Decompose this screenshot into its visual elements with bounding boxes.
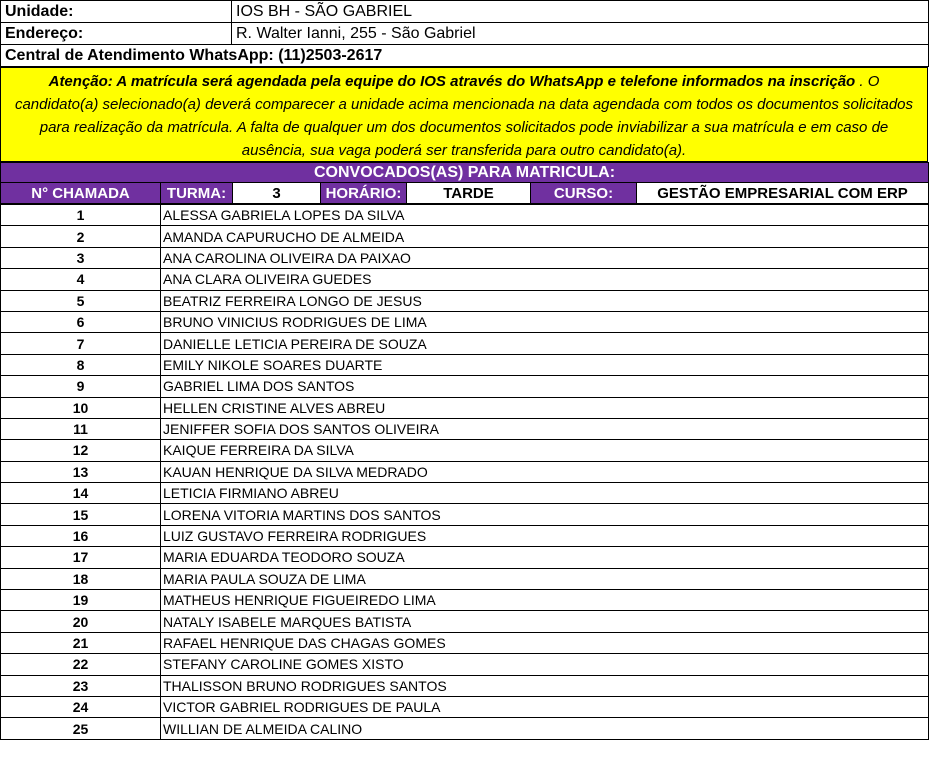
horario-label[interactable]: HORÁRIO: bbox=[321, 183, 407, 204]
table-row bbox=[1, 525, 929, 546]
call-number-cell[interactable]: 8 bbox=[1, 354, 161, 375]
student-name-cell[interactable]: WILLIAN DE ALMEIDA CALINO bbox=[161, 718, 929, 739]
table-row bbox=[1, 205, 929, 226]
table-row bbox=[1, 568, 929, 589]
num-column-header[interactable]: N° CHAMADA bbox=[1, 183, 161, 204]
call-number-cell[interactable]: 7 bbox=[1, 333, 161, 354]
horario-value[interactable]: TARDE bbox=[407, 183, 531, 204]
call-number-cell[interactable]: 16 bbox=[1, 525, 161, 546]
call-number-cell[interactable]: 2 bbox=[1, 226, 161, 247]
call-number-cell[interactable]: 3 bbox=[1, 247, 161, 268]
call-header-table bbox=[0, 162, 929, 204]
call-number-cell[interactable]: 17 bbox=[1, 547, 161, 568]
student-name-cell[interactable]: THALISSON BRUNO RODRIGUES SANTOS bbox=[161, 675, 929, 696]
student-name-cell[interactable]: MATHEUS HENRIQUE FIGUEIREDO LIMA bbox=[161, 590, 929, 611]
enrollment-notice[interactable] bbox=[0, 67, 928, 162]
address-value[interactable]: R. Walter Ianni, 255 - São Gabriel bbox=[232, 23, 929, 45]
table-row bbox=[1, 696, 929, 717]
call-number-cell[interactable]: 23 bbox=[1, 675, 161, 696]
call-number-cell[interactable]: 19 bbox=[1, 590, 161, 611]
call-number-cell[interactable]: 10 bbox=[1, 397, 161, 418]
student-name-cell[interactable]: HELLEN CRISTINE ALVES ABREU bbox=[161, 397, 929, 418]
table-row bbox=[1, 247, 929, 268]
student-name-cell[interactable]: RAFAEL HENRIQUE DAS CHAGAS GOMES bbox=[161, 632, 929, 653]
address-row bbox=[1, 23, 929, 45]
address-label[interactable]: Endereço: bbox=[1, 23, 232, 45]
curso-value[interactable]: GESTÃO EMPRESARIAL COM ERP bbox=[637, 183, 929, 204]
students-table bbox=[0, 204, 929, 740]
call-number-cell[interactable]: 25 bbox=[1, 718, 161, 739]
call-number-cell[interactable]: 5 bbox=[1, 290, 161, 311]
student-name-cell[interactable]: ALESSA GABRIELA LOPES DA SILVA bbox=[161, 205, 929, 226]
table-row bbox=[1, 226, 929, 247]
student-rows bbox=[1, 205, 929, 740]
table-row bbox=[1, 504, 929, 525]
table-row bbox=[1, 611, 929, 632]
student-name-cell[interactable]: BEATRIZ FERREIRA LONGO DE JESUS bbox=[161, 290, 929, 311]
curso-label[interactable]: CURSO: bbox=[531, 183, 637, 204]
student-name-cell[interactable]: ANA CLARA OLIVEIRA GUEDES bbox=[161, 269, 929, 290]
student-name-cell[interactable]: LETICIA FIRMIANO ABREU bbox=[161, 483, 929, 504]
call-number-cell[interactable]: 22 bbox=[1, 654, 161, 675]
student-name-cell[interactable]: MARIA PAULA SOUZA DE LIMA bbox=[161, 568, 929, 589]
turma-value[interactable]: 3 bbox=[233, 183, 321, 204]
call-number-cell[interactable]: 15 bbox=[1, 504, 161, 525]
notice-text: . O candidato(a) selecionado(a) deverá comparecer a unidade acima mencionada na data agendada com todos os documentos solicitados para realização da matrícula. A falta de qualquer um dos documentos solicitados pode inviabilizar a sua matrícula e em caso de ausência, sua vaga poderá ser transferida para outro candidato(a). bbox=[14, 73, 914, 159]
table-row bbox=[1, 311, 929, 332]
student-name-cell[interactable]: VICTOR GABRIEL RODRIGUES DE PAULA bbox=[161, 696, 929, 717]
table-row bbox=[1, 333, 929, 354]
student-name-cell[interactable]: LUIZ GUSTAVO FERREIRA RODRIGUES bbox=[161, 525, 929, 546]
call-number-cell[interactable]: 6 bbox=[1, 311, 161, 332]
turma-label[interactable]: TURMA: bbox=[161, 183, 233, 204]
table-row bbox=[1, 718, 929, 739]
call-number-cell[interactable]: 13 bbox=[1, 461, 161, 482]
student-name-cell[interactable]: EMILY NIKOLE SOARES DUARTE bbox=[161, 354, 929, 375]
call-number-cell[interactable]: 20 bbox=[1, 611, 161, 632]
call-number-cell[interactable]: 9 bbox=[1, 376, 161, 397]
student-name-cell[interactable]: JENIFFER SOFIA DOS SANTOS OLIVEIRA bbox=[161, 418, 929, 439]
whatsapp-contact[interactable]: Central de Atendimento WhatsApp: (11)2503-2617 bbox=[1, 45, 929, 67]
table-row bbox=[1, 397, 929, 418]
table-row bbox=[1, 376, 929, 397]
table-row bbox=[1, 483, 929, 504]
section-title[interactable]: CONVOCADOS(AS) PARA MATRICULA: bbox=[1, 163, 929, 183]
table-row bbox=[1, 354, 929, 375]
unit-label[interactable]: Unidade: bbox=[1, 1, 232, 23]
student-name-cell[interactable]: MARIA EDUARDA TEODORO SOUZA bbox=[161, 547, 929, 568]
table-row bbox=[1, 269, 929, 290]
table-row bbox=[1, 461, 929, 482]
table-row bbox=[1, 675, 929, 696]
table-row bbox=[1, 418, 929, 439]
student-name-cell[interactable]: GABRIEL LIMA DOS SANTOS bbox=[161, 376, 929, 397]
student-name-cell[interactable]: ANA CAROLINA OLIVEIRA DA PAIXAO bbox=[161, 247, 929, 268]
student-name-cell[interactable]: KAUAN HENRIQUE DA SILVA MEDRADO bbox=[161, 461, 929, 482]
call-number-cell[interactable]: 4 bbox=[1, 269, 161, 290]
student-name-cell[interactable]: DANIELLE LETICIA PEREIRA DE SOUZA bbox=[161, 333, 929, 354]
whatsapp-row bbox=[1, 45, 929, 67]
table-row bbox=[1, 590, 929, 611]
call-number-cell[interactable]: 1 bbox=[1, 205, 161, 226]
column-header-row bbox=[1, 183, 929, 204]
student-name-cell[interactable]: BRUNO VINICIUS RODRIGUES DE LIMA bbox=[161, 311, 929, 332]
call-number-cell[interactable]: 21 bbox=[1, 632, 161, 653]
student-name-cell[interactable]: NATALY ISABELE MARQUES BATISTA bbox=[161, 611, 929, 632]
student-name-cell[interactable]: LORENA VITORIA MARTINS DOS SANTOS bbox=[161, 504, 929, 525]
call-number-cell[interactable]: 12 bbox=[1, 440, 161, 461]
student-name-cell[interactable]: AMANDA CAPURUCHO DE ALMEIDA bbox=[161, 226, 929, 247]
call-number-cell[interactable]: 24 bbox=[1, 696, 161, 717]
call-number-cell[interactable]: 18 bbox=[1, 568, 161, 589]
unit-value[interactable]: IOS BH - SÃO GABRIEL bbox=[232, 1, 929, 23]
table-row bbox=[1, 654, 929, 675]
call-number-cell[interactable]: 11 bbox=[1, 418, 161, 439]
unit-row bbox=[1, 1, 929, 23]
student-name-cell[interactable]: STEFANY CAROLINE GOMES XISTO bbox=[161, 654, 929, 675]
call-number-cell[interactable]: 14 bbox=[1, 483, 161, 504]
notice-bold-text: Atenção: A matrícula será agendada pela equipe do IOS através do WhatsApp e telefone informados na inscrição bbox=[48, 73, 856, 90]
table-row bbox=[1, 290, 929, 311]
table-row bbox=[1, 547, 929, 568]
unit-info-table bbox=[0, 0, 929, 67]
table-row bbox=[1, 440, 929, 461]
student-name-cell[interactable]: KAIQUE FERREIRA DA SILVA bbox=[161, 440, 929, 461]
table-row bbox=[1, 632, 929, 653]
section-title-row bbox=[1, 163, 929, 183]
